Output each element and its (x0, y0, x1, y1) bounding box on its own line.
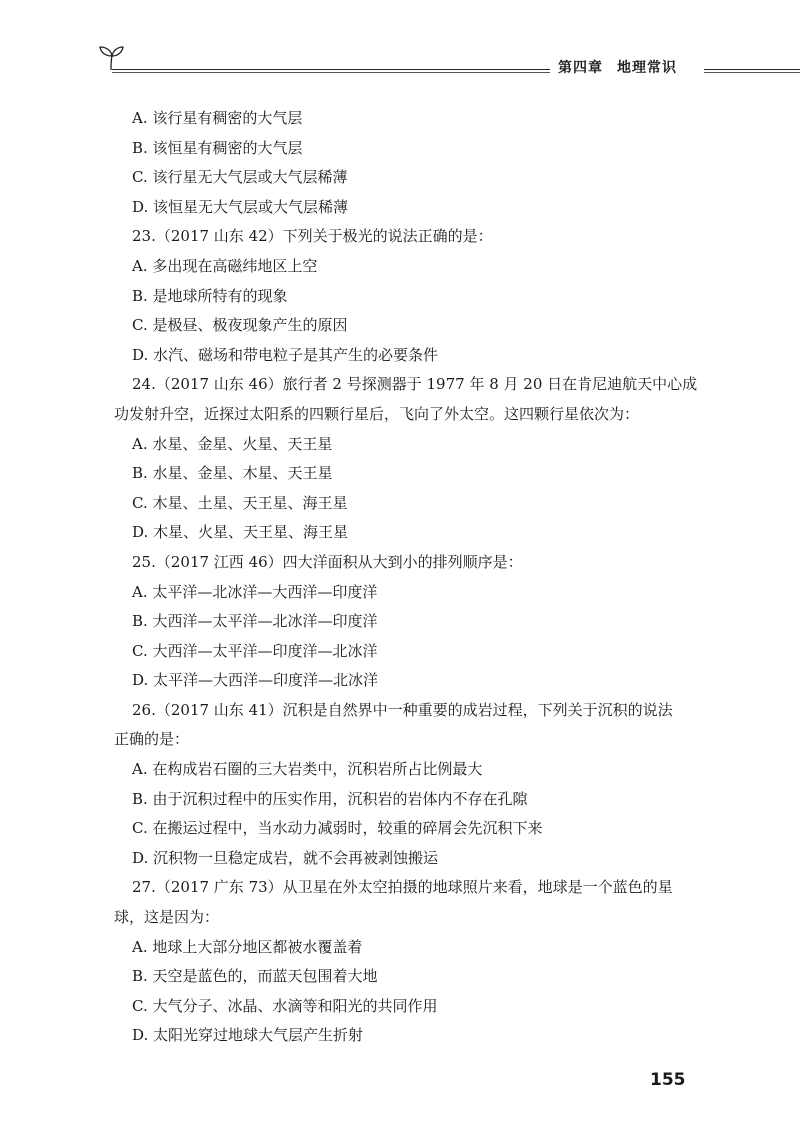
option-line: B. 是地球所特有的现象 (132, 286, 288, 305)
chapter-title (558, 57, 677, 77)
question-stem: 27.（2017 广东 73）从卫星在外太空拍摄的地球照片来看，地球是一个蓝色的星 (132, 878, 673, 897)
question-stem: 26.（2017 山东 41）沉积是自然界中一种重要的成岩过程，下列关于沉积的说法 (132, 700, 673, 719)
option-line: C. 木星、土星、天王星、海王星 (132, 493, 348, 512)
option-line: D. 该恒星无大气层或大气层稀薄 (132, 197, 349, 216)
option-line: C. 大西洋—太平洋—印度洋—北冰洋 (132, 641, 378, 660)
option-line: C. 该行星无大气层或大气层稀薄 (132, 168, 348, 187)
header-rule-left (112, 69, 550, 70)
sprout-icon (96, 42, 126, 72)
option-line: B. 大西洋—太平洋—北冰洋—印度洋 (132, 612, 378, 631)
option-line: A. 该行星有稠密的大气层 (132, 109, 303, 127)
page-header (0, 40, 800, 80)
option-line: D. 水汽、磁场和带电粒子是其产生的必要条件 (132, 345, 439, 364)
header-rule-right (704, 69, 800, 70)
option-line: C. 大气分子、冰晶、水滴等和阳光的共同作用 (132, 996, 438, 1015)
option-line: C. 在搬运过程中，当水动力减弱时，较重的碎屑会先沉积下来 (132, 819, 543, 838)
option-line: A. 地球上大部分地区都被水覆盖着 (132, 937, 363, 956)
option-line: D. 木星、火星、天王星、海王星 (132, 523, 349, 542)
option-line: B. 天空是蓝色的，而蓝天包围着大地 (132, 967, 378, 986)
option-line: B. 由于沉积过程中的压实作用，沉积岩的岩体内不存在孔隙 (132, 789, 528, 808)
question-list (114, 104, 704, 1051)
chapter-name: 地理常识 (617, 60, 677, 76)
question-stem-continuation: 球，这是因为： (114, 908, 220, 927)
question-stem-continuation: 正确的是： (114, 730, 190, 749)
option-line: D. 太阳光穿过地球大气层产生折射 (132, 1026, 364, 1045)
question-stem: 24.（2017 山东 46）旅行者 2 号探测器于 1977 年 8 月 20 日在肯尼迪航天中心成 (132, 375, 698, 394)
option-line: A. 在构成岩石圈的三大岩类中，沉积岩所占比例最大 (132, 760, 483, 779)
chapter-number: 第四章 (558, 60, 603, 76)
question-stem: 23.（2017 山东 42）下列关于极光的说法正确的是： (132, 227, 493, 246)
option-line: A. 水星、金星、火星、天王星 (132, 434, 333, 453)
question-stem-continuation: 功发射升空，近探过太阳系的四颗行星后，飞向了外太空。这四颗行星依次为： (114, 404, 640, 423)
option-line: D. 太平洋—大西洋—印度洋—北冰洋 (132, 671, 379, 690)
option-line: B. 水星、金星、木星、天王星 (132, 464, 333, 483)
page-number: 155 (650, 1070, 686, 1090)
option-line: A. 太平洋—北冰洋—大西洋—印度洋 (132, 582, 378, 601)
option-line: D. 沉积物一旦稳定成岩，就不会再被剥蚀搬运 (132, 848, 439, 867)
option-line: A. 多出现在高磁纬地区上空 (132, 256, 318, 275)
option-line: C. 是极昼、极夜现象产生的原因 (132, 316, 348, 335)
option-line: B. 该恒星有稠密的大气层 (132, 138, 303, 157)
question-stem: 25.（2017 江西 46）四大洋面积从大到小的排列顺序是： (132, 552, 523, 571)
